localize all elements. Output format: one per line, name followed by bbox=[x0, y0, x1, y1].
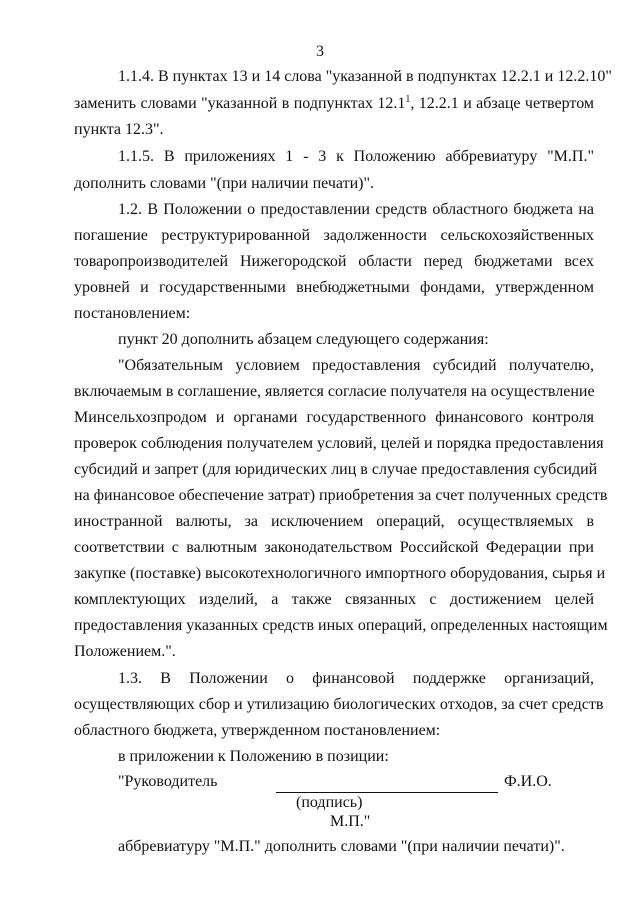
para-1-1-4-line-1: 1.1.4. В пунктах 13 и 14 слова "указанной в подпунктах 12.2.1 и 12.2.10" bbox=[118, 68, 612, 85]
para-1-2-line-1: 1.2. В Положении о предоставлении средств областного бюджета на bbox=[118, 201, 594, 218]
para-1-2-line-3: товаропроизводителей Нижегородской области перед бюджетами всех bbox=[74, 253, 594, 270]
quote-line-9: закупке (поставке) высокотехнологичного импортного оборудования, сырья и bbox=[74, 565, 606, 582]
para-1-3-line-1: 1.3. В Положении о финансовой поддержке организаций, bbox=[118, 670, 594, 687]
quote-line-2: включаемым в соглашение, является согласие получателя на осуществление bbox=[74, 383, 595, 400]
signature-name: Ф.И.О. bbox=[504, 773, 552, 790]
quote-line-4: проверок соблюдения получателем условий, целей и порядка предоставления bbox=[74, 435, 604, 452]
page-number: 3 bbox=[316, 43, 324, 60]
quote-line-12: Положением.". bbox=[74, 643, 176, 660]
quote-line-11: предоставления указанных средств иных операций, определенных настоящим bbox=[74, 617, 608, 634]
quote-line-6: на финансовое обеспечение затрат) приобретения за счет полученных средств bbox=[74, 487, 608, 504]
quote-line-7: иностранной валюты, за исключением операций, осуществляемых в bbox=[74, 513, 594, 530]
line-part: , 12.2.1 и абзаце четвертом bbox=[410, 95, 595, 112]
quote-line-5: субсидий и запрет (для юридических лиц в случае предоставления субсидий bbox=[74, 461, 598, 478]
quote-line-3: Минсельхозпродом и органами государственного финансового контроля bbox=[74, 409, 594, 426]
para-1-1-5-line-2: дополнить словами "(при наличии печати)". bbox=[74, 175, 375, 192]
para-1-2-line-2: погашение реструктурированной задолженности сельскохозяйственных bbox=[74, 227, 594, 244]
signature-role: "Руководитель bbox=[118, 773, 218, 790]
para-1-2-line-5: постановлением: bbox=[74, 305, 191, 322]
para-1-1-5-line-1: 1.1.5. В приложениях 1 - 3 к Положению аббревиатуру "М.П." bbox=[118, 148, 594, 165]
stamp-label: М.П." bbox=[330, 813, 371, 830]
para-1-2-line-4: уровней и государственными внебюджетными фондами, утвержденном bbox=[74, 279, 594, 296]
para-final-line: аббревиатуру "М.П." дополнить словами "(при наличии печати)". bbox=[118, 838, 565, 855]
para-1-3-line-3: областного бюджета, утвержденном постановлением: bbox=[74, 722, 441, 739]
para-1-3-line-2: осуществляющих сбор и утилизацию биологических отходов, за счет средств bbox=[74, 696, 604, 713]
para-1-1-4-line-2 bbox=[74, 93, 594, 115]
signature-caption: (подпись) bbox=[296, 794, 363, 811]
quote-line-8: соответствии с валютным законодательством Российской Федерации при bbox=[74, 539, 594, 556]
superscript: 1 bbox=[405, 94, 411, 105]
quote-line-1: "Обязательным условием предоставления субсидий получателю, bbox=[118, 357, 594, 374]
line-part: заменить словами "указанной в подпунктах 12.1 bbox=[74, 95, 406, 112]
para-appendix-line: в приложении к Положению в позиции: bbox=[118, 748, 389, 765]
para-1-1-4-line-3: пункта 12.3". bbox=[74, 121, 164, 138]
quote-line-10: комплектующих изделий, а также связанных с достижением целей bbox=[74, 591, 594, 608]
para-p20-line: пункт 20 дополнить абзацем следующего содержания: bbox=[118, 331, 489, 348]
